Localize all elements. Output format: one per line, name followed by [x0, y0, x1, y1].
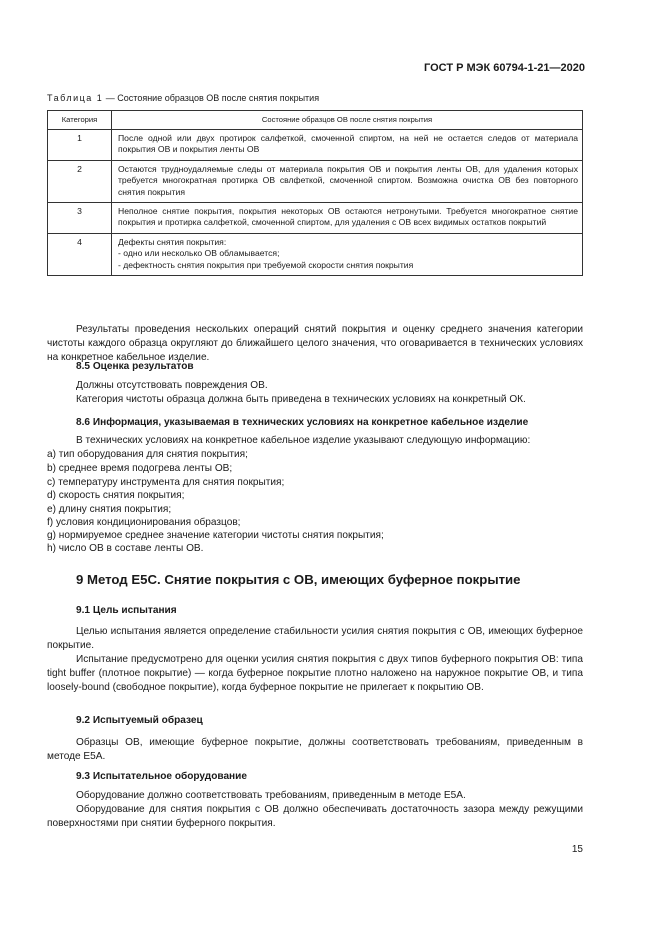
state-text: Остаются трудноудаляемые следы от материала покрытия ОВ и покрытия ленты ОВ, для удаления которых требуется многократная протирка ОВ свлфеткой, смоченной спиртом. Возможна очистка ОВ без повторного снятия покрытия [118, 163, 578, 197]
column-header-state: Состояние образцов ОВ после снятия покрытия [112, 111, 583, 130]
category-cell: 3 [48, 203, 112, 234]
s86-item: d) скорость снятия покрытия; [47, 490, 185, 501]
category-cell: 1 [48, 130, 112, 161]
s86-item: g) нормируемое среднее значение категории чистоты снятия покрытия; [47, 530, 384, 541]
table-caption [47, 93, 319, 103]
column-header-category: Категория [48, 111, 112, 130]
defect-item: - одно или несколько ОВ обламывается; [118, 248, 578, 259]
s92-text: Образцы ОВ, имеющие буферное покрытие, должны соответствовать требованиям, приведенным в методе E5A. [47, 737, 583, 762]
section-9-1-heading: 9.1 Цель испытания [76, 605, 177, 616]
s86-item: c) температуру инструмента для снятия покрытия; [47, 477, 285, 488]
state-text: Неполное снятие покрытия, покрытия некоторых ОВ остаются нетронутыми. Требуется многократное снятие покрытия и протирка салфеткой, смоченной спиртом, для удаления с ОВ всех видимых остатков покрытий [118, 206, 578, 228]
s86-intro: В технических условиях на конкретное кабельное изделие указывают следующую информацию: [76, 435, 531, 446]
section-9-3-heading: 9.3 Испытательное оборудование [76, 771, 247, 782]
results-table [47, 110, 583, 276]
section-9-heading: 9 Метод E5C. Снятие покрытия с ОВ, имеющих буферное покрытие [76, 572, 521, 587]
table-header-row [48, 111, 583, 130]
category-cell: 4 [48, 233, 112, 275]
s86-item: b) среднее время подогрева ленты ОВ; [47, 463, 233, 474]
table-row [48, 130, 583, 161]
s93-line: Оборудование должно соответствовать требованиям, приведенным в методе E5A. [76, 790, 466, 801]
after-table-paragraph [47, 323, 583, 365]
after-table-text: Результаты проведения нескольких операций снятий покрытия и оценку среднего значения категории чистоты каждого образца округляют до ближайшего целого значения, что оговаривается в технических условиях на конкретное кабельное изделие. [47, 324, 583, 363]
document-code: ГОСТ Р МЭК 60794-1-21—2020 [424, 62, 585, 74]
s91-paragraph-2 [47, 653, 583, 695]
category-cell: 2 [48, 160, 112, 202]
s93-paragraph-2 [47, 803, 583, 831]
table-row [48, 233, 583, 275]
s86-item: a) тип оборудования для снятия покрытия; [47, 449, 248, 460]
table-caption-text: — Состояние образцов ОВ после снятия покрытия [103, 93, 320, 103]
s91-text-2: Испытание предусмотрено для оценки усилия снятия покрытия с двух типов буферного покрытия ОВ: типа tight buffer (плотное покрытие) — когда буферное покрытие плотно наложено на наружное покрытие ОВ, и типа loosely-bound (свободное покрытие), когда буферное покрытие не прилегает к покрытию ОВ. [47, 654, 583, 693]
state-cell [112, 203, 583, 234]
s85-line: Должны отсутствовать повреждения ОВ. [76, 380, 268, 391]
section-8-5-heading: 8.5 Оценка результатов [76, 361, 194, 372]
table-row [48, 203, 583, 234]
s93-text-2: Оборудование для снятия покрытия с ОВ должно обеспечивать достаточность зазора между режущими поверхностями при снятии буферного покрытия. [47, 804, 583, 829]
s92-paragraph [47, 736, 583, 764]
s86-item: f) условия кондиционирования образцов; [47, 517, 241, 528]
state-text: После одной или двух протирок салфеткой, смоченной спиртом, на ней не остается следов от материала покрытия ОВ и покрытия ленты ОВ [118, 133, 578, 155]
state-cell [112, 130, 583, 161]
state-cell [112, 233, 583, 275]
table-row [48, 160, 583, 202]
state-cell [112, 160, 583, 202]
state-text: Дефекты снятия покрытия: [118, 236, 227, 247]
section-8-6-heading: 8.6 Информация, указываемая в технических условиях на конкретное кабельное изделие [76, 417, 529, 428]
s91-paragraph-1 [47, 625, 583, 653]
section-9-2-heading: 9.2 Испытуемый образец [76, 715, 203, 726]
s86-item: e) длину снятия покрытия; [47, 504, 172, 515]
s86-item: h) число ОВ в составе ленты ОВ. [47, 543, 204, 554]
s85-line: Категория чистоты образца должна быть приведена в технических условиях на конкретный ОК. [76, 394, 526, 405]
s91-text-1: Целью испытания является определение стабильности усилия снятия покрытия с ОВ, имеющих буферное покрытие. [47, 626, 583, 651]
defect-item: - дефектность снятия покрытия при требуемой скорости снятия покрытия [118, 260, 578, 271]
table-caption-label: Таблица 1 [47, 93, 104, 103]
page-number: 15 [571, 844, 583, 855]
